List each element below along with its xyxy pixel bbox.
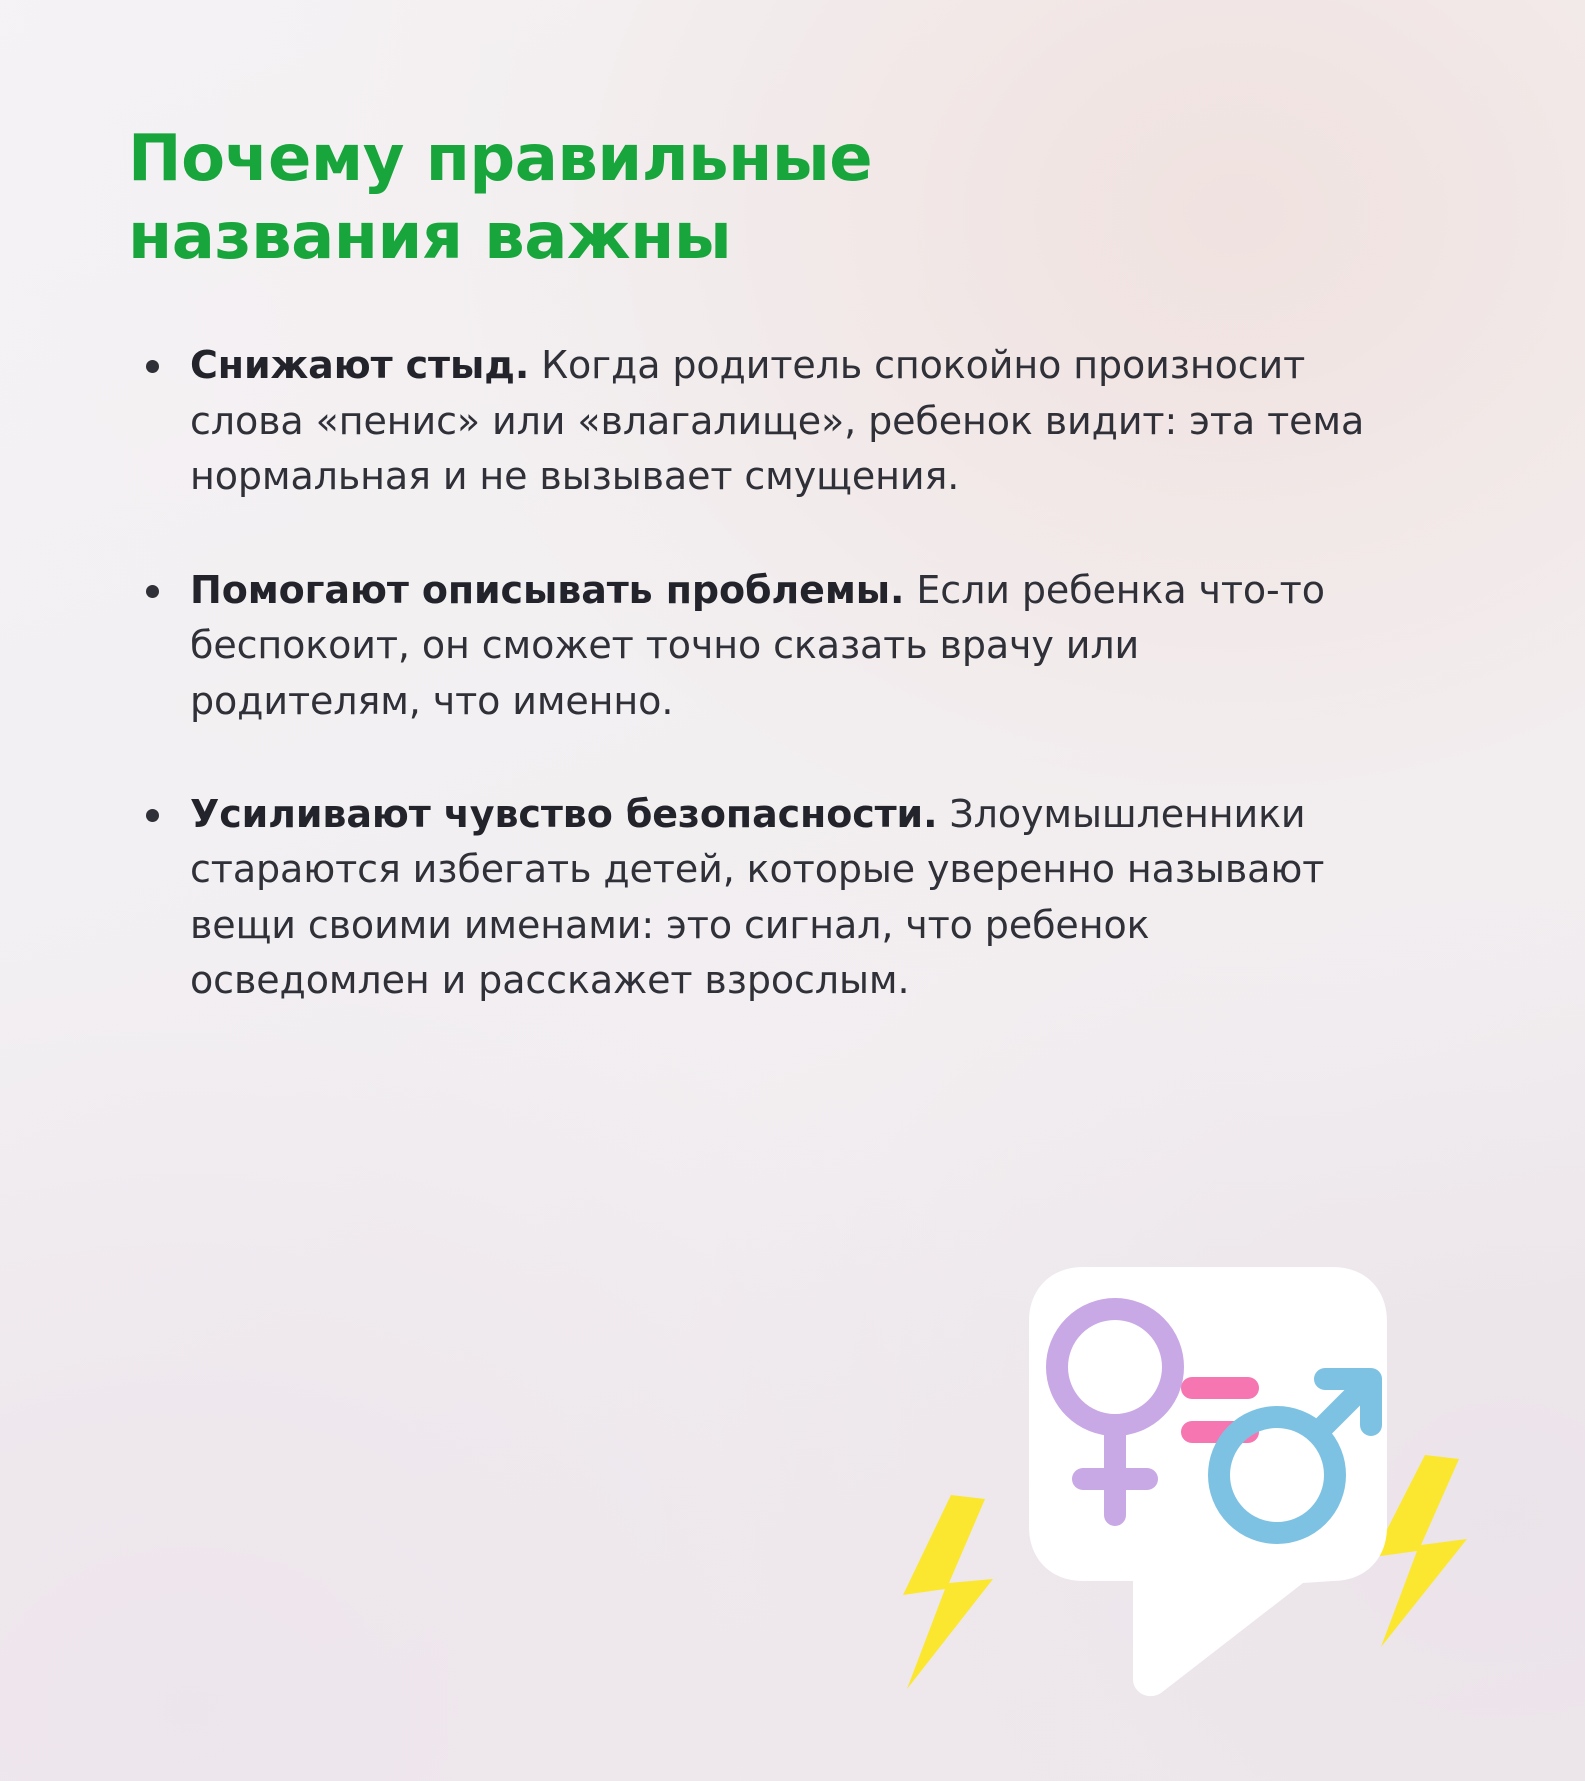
speech-bubble-gender-equality-illustration [833,1227,1533,1747]
lightning-bolt-left [903,1495,993,1689]
list-item-text: Злоумышленники стараются избегать детей, которые уверенно называют вещи своими именами: это сигнал, что ребенок осведомлен и расскажет взрослым. [190,791,1325,1003]
list-item-lead: Снижают стыд. [190,343,530,388]
list-item [128,787,1373,1009]
lightning-bolt-right [1373,1455,1467,1647]
list-item [128,563,1373,729]
list-item-lead: Помогают описывать проблемы. [190,567,905,612]
list-item-text: Когда родитель спокойно произносит слова «пенис» или «влагалище», ребенок видит: эта тема нормальная и не вызывает смущения. [190,343,1365,499]
list-item-text: Если ребенка что-то беспокоит, он сможет точно сказать врачу или родителям, что именно. [190,567,1325,723]
list-item [128,338,1373,504]
page-title: Почему правильные названия важны [128,122,873,275]
list-item-lead: Усиливают чувство безопасности. [190,791,938,836]
benefits-list [128,338,1373,1009]
